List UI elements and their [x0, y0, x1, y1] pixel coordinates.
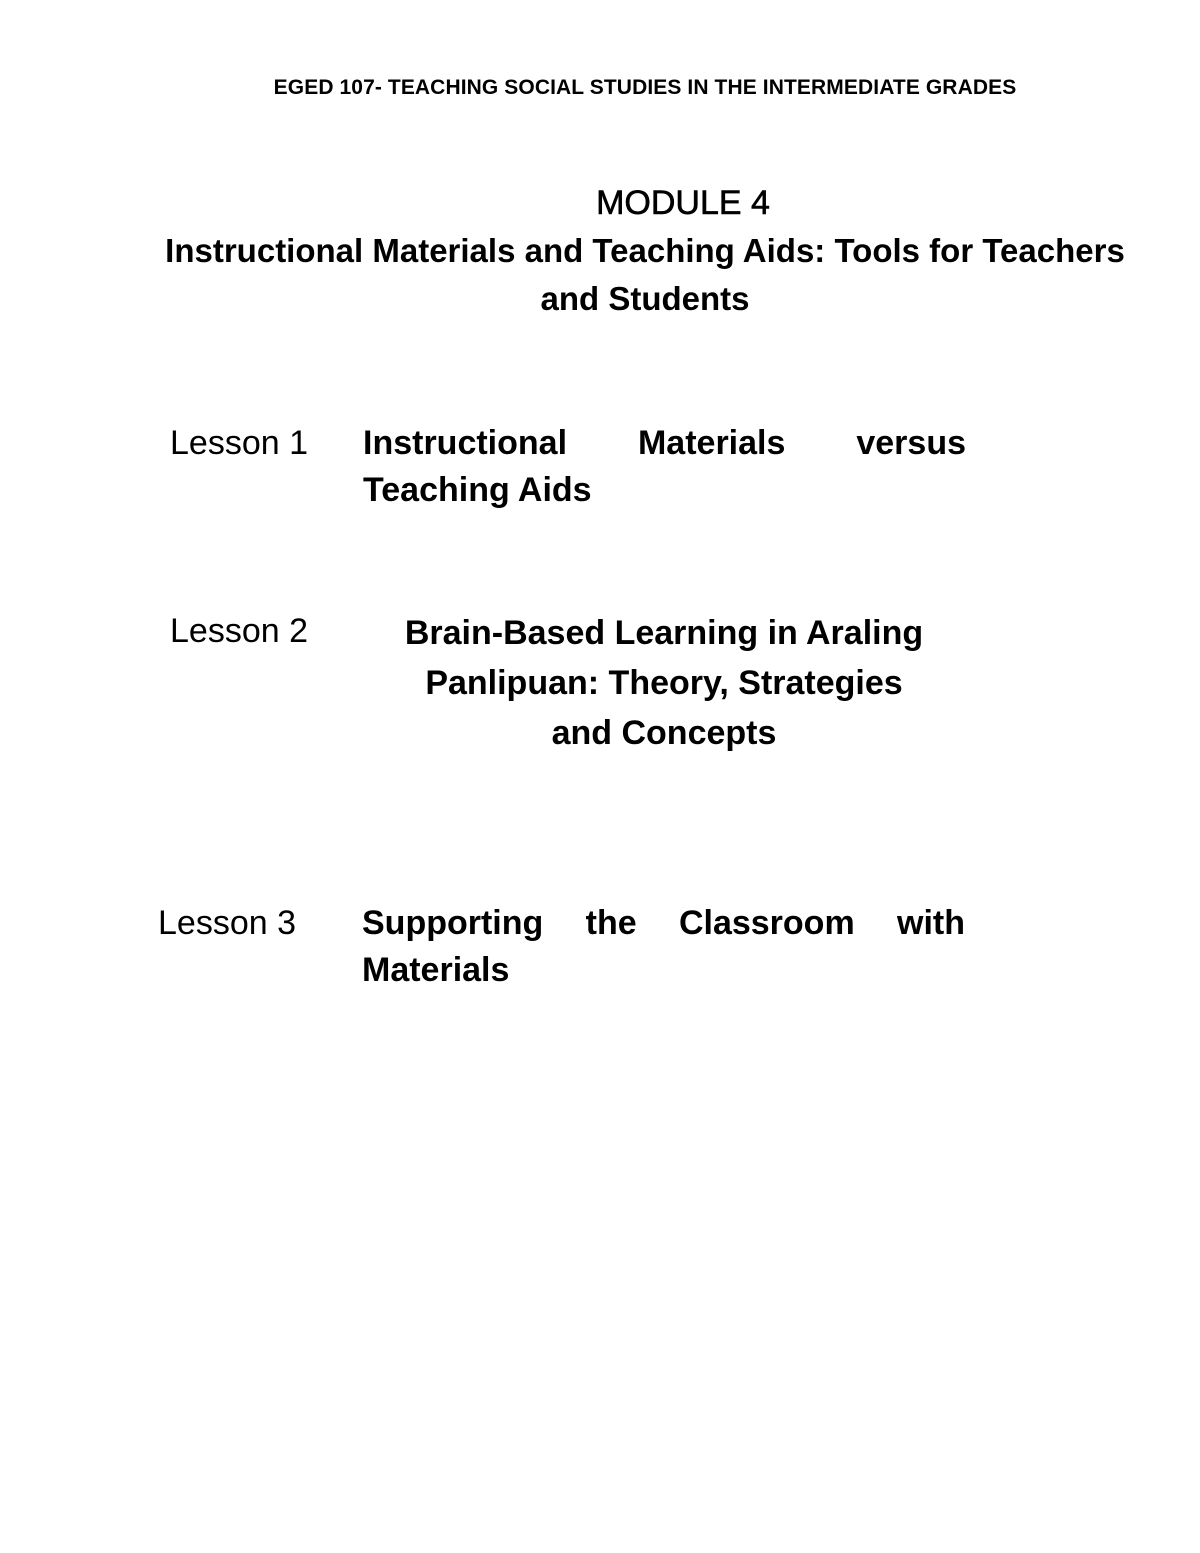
module-number: MODULE 4 [596, 184, 770, 222]
lesson-title [362, 900, 965, 994]
lesson-title-line: Instructional Materials versus [363, 424, 966, 462]
lesson-title-line: Brain-Based Learning in Araling [404, 614, 924, 652]
lesson-label: Lesson 3 [158, 904, 296, 942]
lesson-title-line: Panlipuan: Theory, Strategies [425, 664, 903, 702]
lesson-title-line: Materials [362, 951, 510, 989]
lesson-title [363, 420, 966, 514]
lesson-title-line: and Concepts [551, 714, 777, 752]
module-title: Instructional Materials and Teaching Aids: Tools for Teachers and Students [165, 232, 1125, 317]
lesson-title [352, 608, 976, 758]
module-heading [150, 180, 1140, 323]
lesson-entry [0, 420, 1200, 520]
lesson-entry [0, 608, 1200, 758]
lesson-label: Lesson 2 [170, 612, 308, 650]
lesson-label: Lesson 1 [170, 424, 308, 462]
course-header: EGED 107- TEACHING SOCIAL STUDIES IN THE INTERMEDIATE GRADES [273, 76, 1017, 99]
lesson-title-line: Supporting the Classroom with [362, 904, 965, 942]
lesson-entry [0, 900, 1200, 1000]
lesson-title-line: Teaching Aids [363, 471, 592, 509]
